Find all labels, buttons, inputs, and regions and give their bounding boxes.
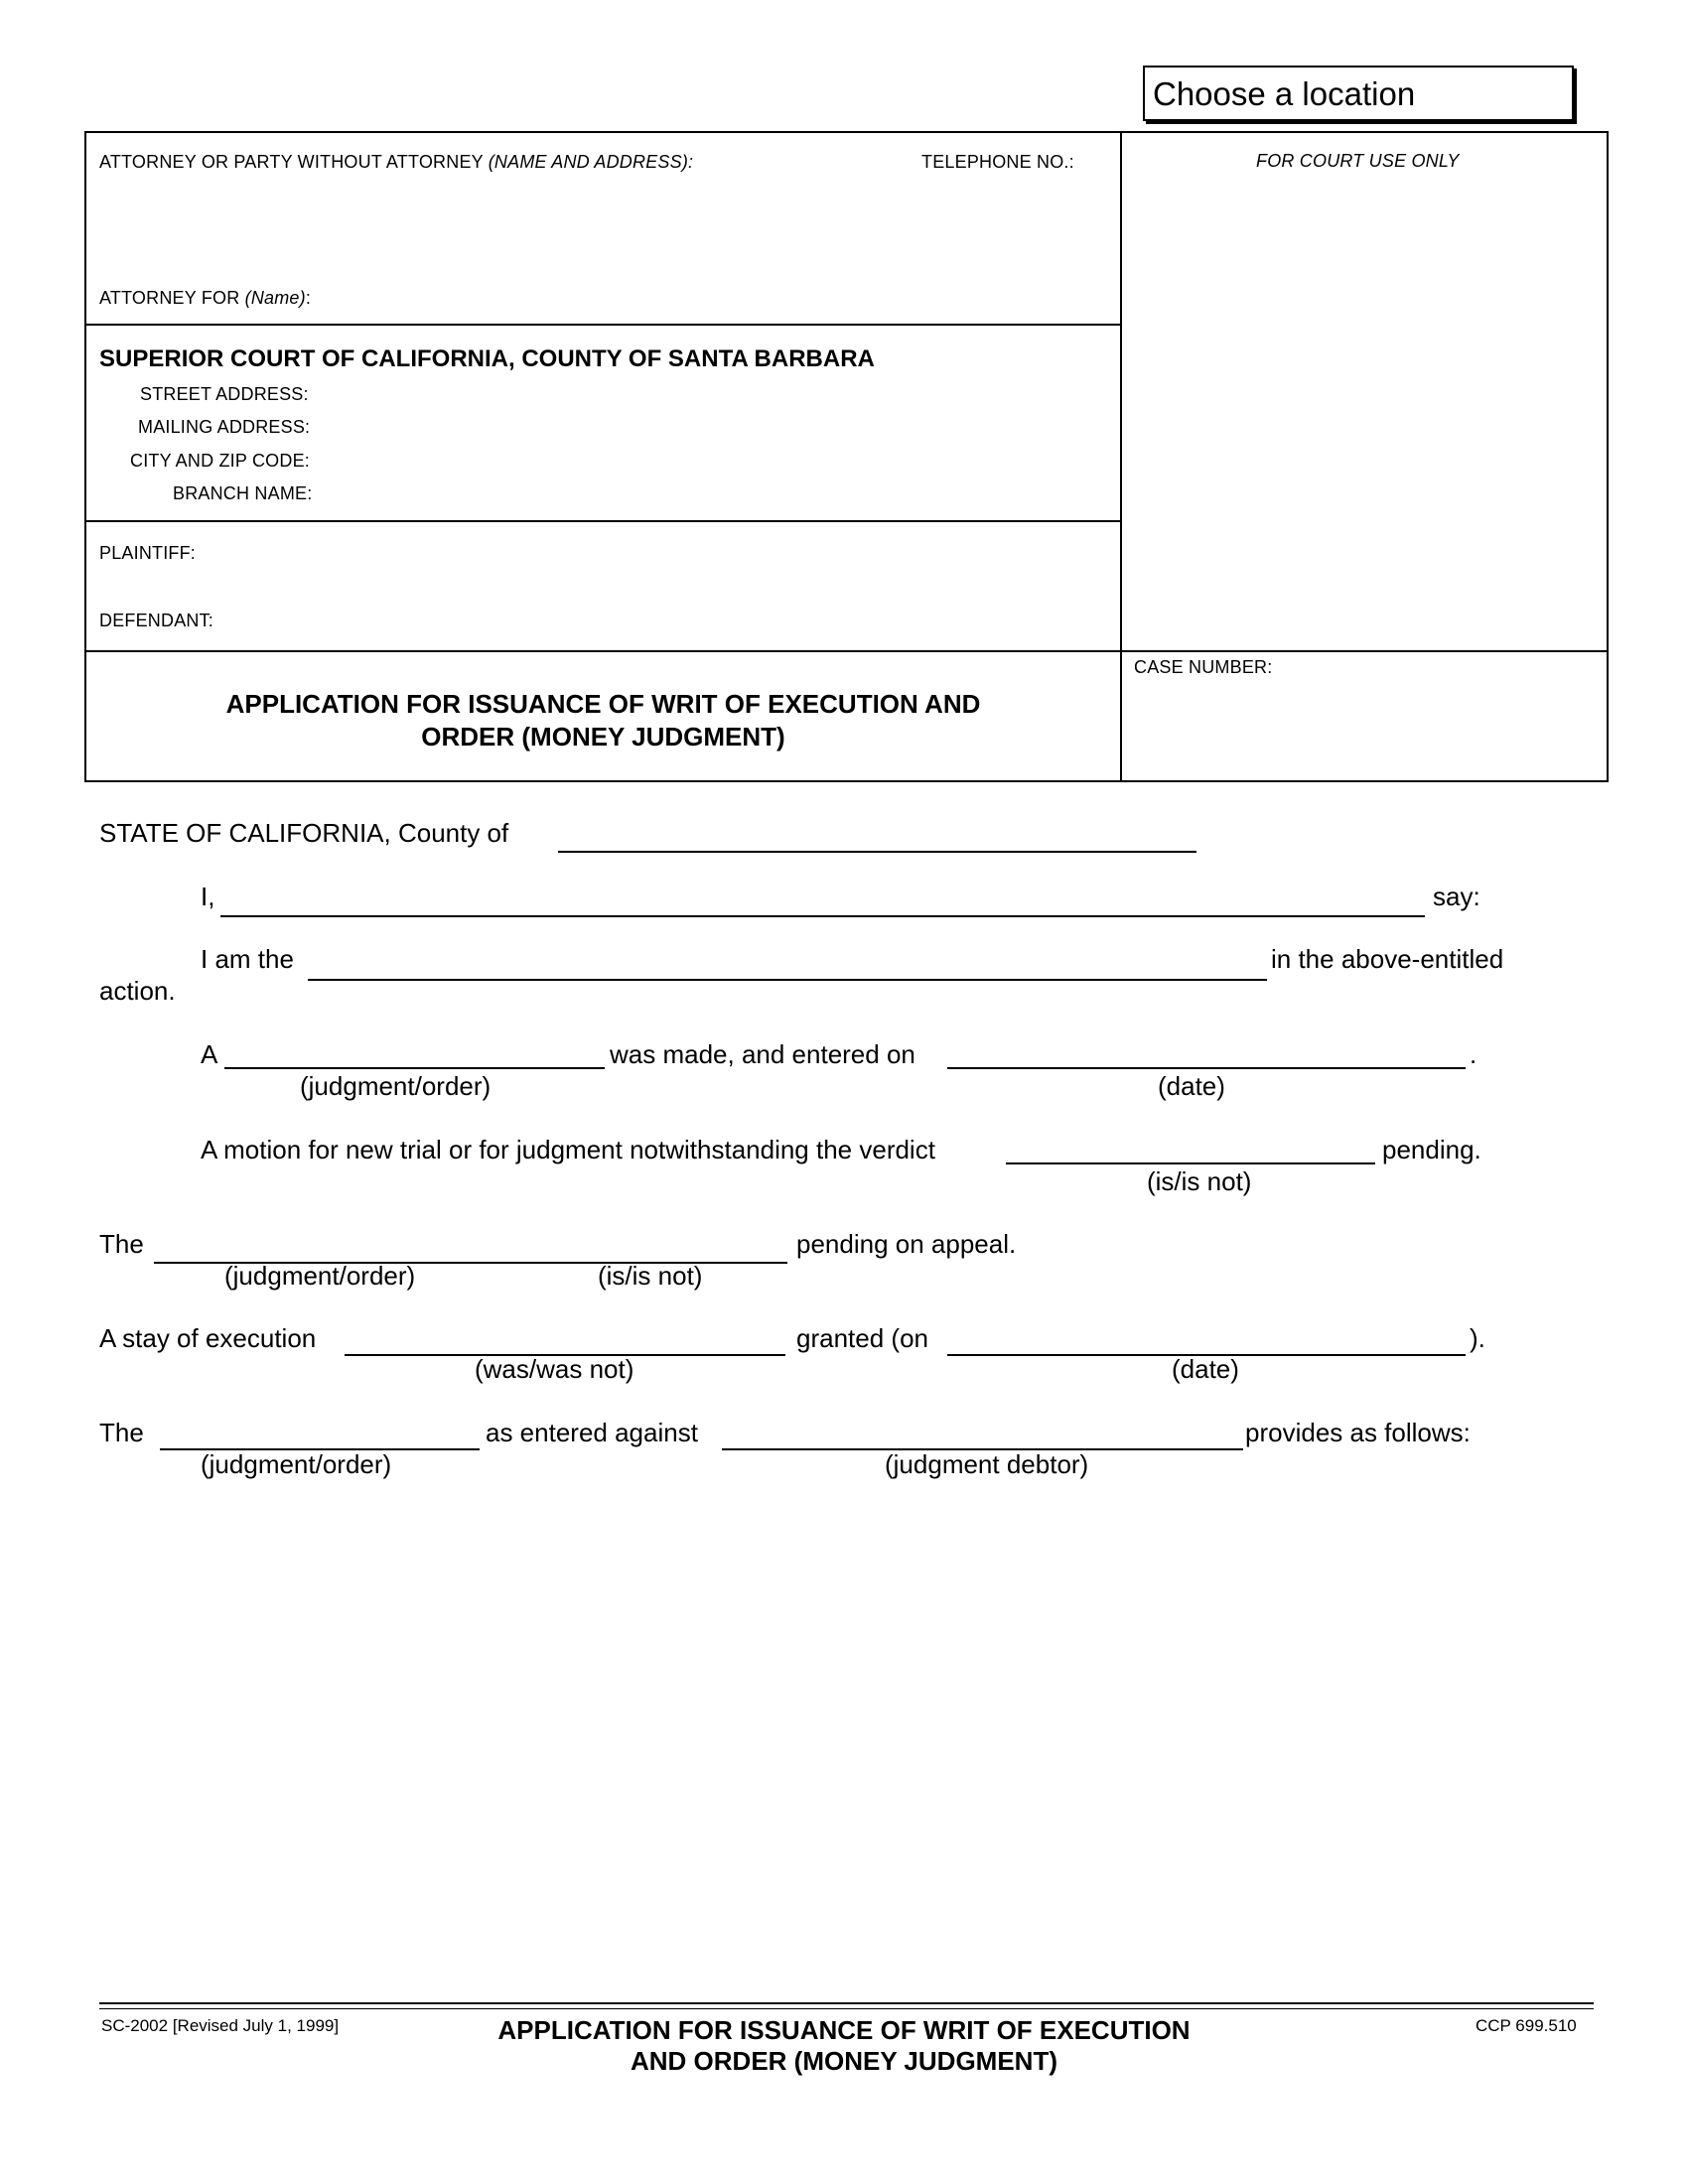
i-am-the-text: I am the (201, 944, 294, 974)
provides-text: provides as follows: (1245, 1418, 1471, 1447)
period-text: . (1470, 1039, 1477, 1069)
defendant-label: DEFENDANT: (99, 611, 214, 630)
telephone-label: TELEPHONE NO.: (921, 152, 1074, 172)
attorney-for-label: ATTORNEY FOR (Name): (99, 288, 312, 308)
i-prefix: I, (201, 882, 215, 911)
branch-name-label: BRANCH NAME: (173, 483, 313, 503)
pending-appeal-text: pending on appeal. (796, 1229, 1017, 1259)
the-prefix-2: The (99, 1418, 144, 1447)
hint-is-is-not-1: (is/is not) (1147, 1166, 1252, 1196)
hint-judgment-order-3: (judgment/order) (201, 1449, 392, 1479)
court-name: SUPERIOR COURT OF CALIFORNIA, COUNTY OF SANTA BARBARA (99, 345, 875, 372)
hint-date-2: (date) (1172, 1354, 1239, 1384)
city-zip-label: CITY AND ZIP CODE: (130, 451, 310, 471)
say-text: say: (1433, 882, 1480, 911)
hint-judgment-order-2: (judgment/order) (224, 1261, 416, 1291)
footer-form-number: SC-2002 [Revised July 1, 1999] (101, 2016, 340, 2035)
action-text: action. (99, 976, 176, 1006)
court-use-label: FOR COURT USE ONLY (1256, 151, 1460, 171)
granted-on-text: granted (on (796, 1323, 928, 1353)
hint-was-was-not: (was/was not) (475, 1354, 634, 1384)
motion-text: A motion for new trial or for judgment notwithstanding the verdict (201, 1135, 935, 1164)
entered-date-field[interactable] (947, 1067, 1466, 1069)
judgment-order-field-1[interactable] (224, 1067, 605, 1069)
role-field[interactable] (308, 979, 1267, 981)
location-select[interactable] (1143, 66, 1574, 121)
motion-pending-field[interactable] (1006, 1162, 1375, 1164)
plaintiff-label: PLAINTIFF: (99, 543, 197, 563)
pending-text: pending. (1382, 1135, 1481, 1164)
hint-judgment-order-1: (judgment/order) (300, 1071, 492, 1101)
was-made-text: was made, and entered on (610, 1039, 915, 1069)
hint-is-is-not-2: (is/is not) (598, 1261, 703, 1291)
county-field[interactable] (558, 851, 1196, 853)
form-title: APPLICATION FOR ISSUANCE OF WRIT OF EXECUTION AND ORDER (MONEY JUDGMENT) (225, 689, 981, 751)
hint-date-1: (date) (1158, 1071, 1225, 1101)
as-entered-against-text: as entered against (486, 1418, 698, 1447)
attorney-label: ATTORNEY OR PARTY WITHOUT ATTORNEY (NAME AND ADDRESS): (99, 152, 694, 172)
close-paren-text: ). (1470, 1323, 1485, 1353)
footer-rule-bottom (99, 2008, 1594, 2009)
footer-rule-top (99, 2002, 1594, 2004)
footer-title: APPLICATION FOR ISSUANCE OF WRIT OF EXECUTION AND ORDER (MONEY JUDGMENT) (497, 2015, 1191, 2076)
the-prefix-1: The (99, 1229, 144, 1259)
street-address-label: STREET ADDRESS: (140, 384, 309, 404)
hint-judgment-debtor: (judgment debtor) (885, 1449, 1089, 1479)
state-county-text: STATE OF CALIFORNIA, County of (99, 818, 509, 848)
above-entitled-text: in the above-entitled (1271, 944, 1504, 974)
a-prefix: A (201, 1039, 218, 1069)
stay-text: A stay of execution (99, 1323, 317, 1353)
footer-code-ref: CCP 699.510 (1476, 2016, 1577, 2035)
mailing-address-label: MAILING ADDRESS: (138, 417, 311, 437)
declarant-name-field[interactable] (220, 915, 1425, 917)
case-number-label: CASE NUMBER: (1134, 657, 1273, 677)
location-select-value: Choose a location (1153, 75, 1416, 112)
